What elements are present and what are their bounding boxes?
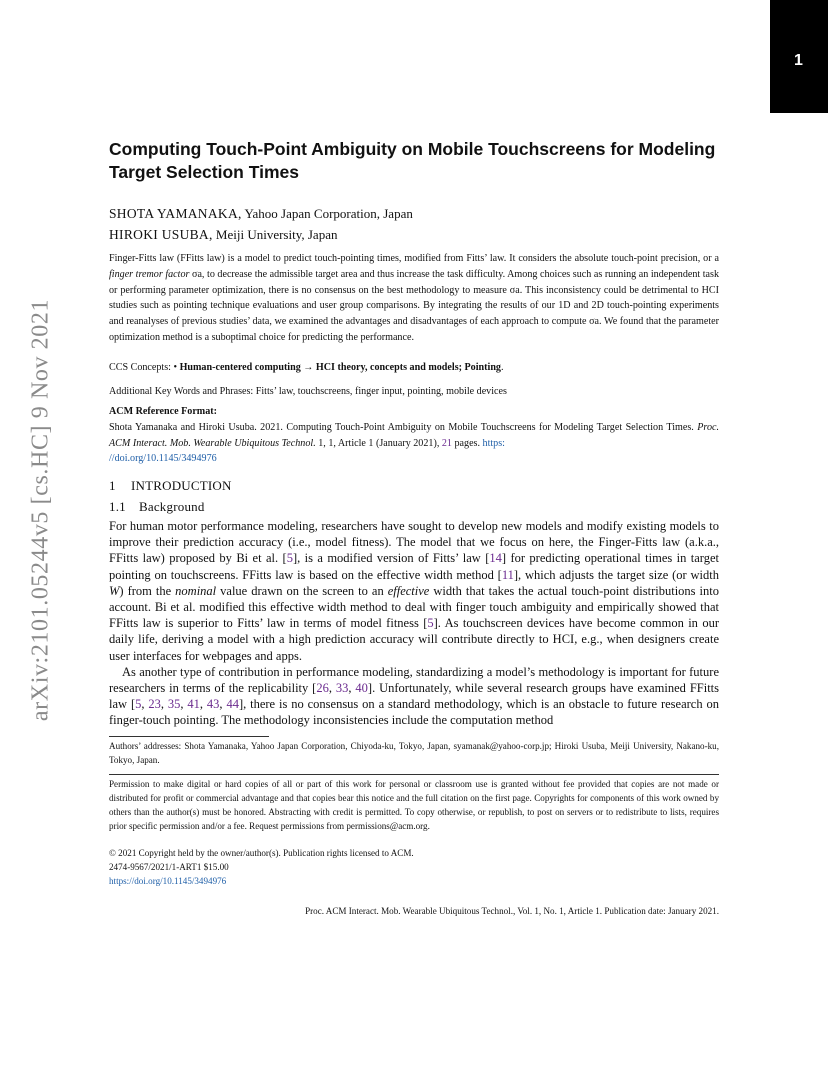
text-run: ,	[328, 681, 336, 696]
section-heading	[109, 478, 232, 494]
citation-link[interactable]: 11	[501, 567, 514, 582]
citation-link[interactable]: 5	[427, 616, 434, 631]
section-number: 1	[109, 478, 116, 493]
abstract-text: σa, to decrease the admissible target area and thus increase the task difficulty. Among choices such as running an independent task or performing parameter optimization, there is no consensus on the best methodology to measure σa. This inconsistency could be detrimental to HCI studies such as pointing technique evaluations and user group comparisons. By integrating the results of our 1D and 2D touch-pointing experiments and reanalyses of previous studies’ data, we examined the advantages and disadvantages of each approach to compute σa. We found that the parameter optimization method is a suboptimal choice for predicting the performance.	[109, 268, 720, 343]
text-run: ) from the	[119, 583, 176, 598]
permission-notice: Permission to make digital or hard copies of all or part of this work for personal or classroom use is granted without fee provided that copies are not made or distributed for profit or commercial advantage and that copies bear this notice and the full citation on the first page. Copyrights for components of this work owned by others than the author(s) must be honored. Abstracting with credit is permitted. To copy otherwise, or republish, to post on servers or to redistribute to lists, requires prior specific permission and/or a fee. Request permissions from permissions@acm.org.	[109, 779, 719, 831]
citation-link[interactable]: 23	[148, 697, 161, 712]
ccs-concepts	[109, 360, 719, 376]
doi-link[interactable]: https://doi.org/10.1145/3494976	[109, 876, 227, 886]
acm-reference-heading: ACM Reference Format:	[109, 406, 217, 417]
paper-title: Computing Touch-Point Ambiguity on Mobile Touchscreens for Modeling Target Selection Times	[109, 139, 716, 182]
copyright-line: © 2021 Copyright held by the owner/author(s). Publication rights licensed to ACM.	[109, 848, 414, 858]
ref-pages-link[interactable]: 21	[441, 437, 452, 449]
section-title: INTRODUCTION	[131, 478, 232, 493]
text-run: ,	[160, 697, 168, 712]
ccs-suffix: .	[500, 362, 504, 373]
ccs-prefix: CCS Concepts: •	[109, 362, 180, 373]
citation-link[interactable]: 35	[167, 697, 181, 712]
text-run: ,	[180, 697, 188, 712]
page-footer: Proc. ACM Interact. Mob. Wearable Ubiquitous Technol., Vol. 1, No. 1, Article 1. Publication date: January 2021.	[305, 906, 719, 916]
paragraph	[109, 664, 719, 729]
abstract-text: Finger-Fitts law (FFitts law) is a model to predict touch-pointing times, modified from Fitts’ law. It considers the absolute touch-point precision, or a	[109, 253, 719, 264]
emphasis: nominal	[175, 583, 217, 598]
emphasis: effective	[387, 583, 430, 598]
ref-journal: Proc. ACM Interact. Mob. Wearable Ubiquitous Technol.	[109, 421, 719, 449]
author-affiliation: Yahoo Japan Corporation, Japan	[241, 206, 413, 221]
citation-link[interactable]: 40	[355, 681, 368, 696]
author-affiliation: Meiji University, Japan	[212, 227, 338, 242]
ref-doi-link[interactable]: //doi.org/10.1145/3494976	[109, 453, 217, 465]
page-number: 1	[794, 52, 803, 69]
citation-link[interactable]: 41	[187, 697, 200, 712]
footnote-divider	[109, 736, 269, 737]
citation-link[interactable]: 5	[286, 551, 293, 566]
author-line	[109, 227, 337, 243]
text-run: ,	[219, 697, 227, 712]
subsection-number: 1.1	[109, 499, 126, 514]
abstract-emphasis: finger tremor factor	[109, 268, 190, 280]
citation-link[interactable]: 33	[335, 681, 349, 696]
page-number-tab	[770, 0, 828, 113]
body-text	[109, 518, 719, 729]
text-run: width that takes the actual touch-point distributions into account. Bi et al. modified this effective width method to deal with finger touch ambiguity and empirically showed that FFitts law is superior to Fitts’ law in terms of model fitness [	[109, 583, 719, 631]
citation-link[interactable]: 43	[206, 697, 220, 712]
text-run: ], which adjusts the target size (or width	[513, 567, 719, 582]
authors-address: Authors’ addresses: Shota Yamanaka, Yahoo Japan Corporation, Chiyoda-ku, Tokyo, Japan, syamanak@yahoo-corp.jp; Hiroki Usuba, Meiji University, Nakano-ku, Tokyo, Japan.	[109, 741, 719, 765]
ref-text: pages.	[451, 437, 483, 449]
ref-text: Shota Yamanaka and Hiroki Usuba. 2021. Computing Touch-Point Ambiguity on Mobile Touchscreens for Modeling Target Selection Times.	[109, 421, 698, 433]
paragraph	[109, 518, 719, 664]
citation-link[interactable]: 44	[226, 697, 239, 712]
author-name: SHOTA YAMANAKA,	[109, 206, 242, 221]
subsection-title: Background	[139, 499, 205, 514]
subsection-heading	[109, 499, 205, 515]
citation-link[interactable]: 14	[489, 551, 502, 566]
text-run: ]. As touchscreen devices have become common in our daily life, deriving a model with a high prediction accuracy will contribute directly to HCI, e.g., when designers create user interfaces for webpages and apps.	[109, 616, 719, 663]
text-run: For human motor performance modeling, researchers have sought to develop new models and modify existing models to improve their prediction accuracy (i.e., model fitness). The model that we focus on here, the Finger-Fitts law (a.k.a., FFitts law) proposed by Bi et al. [	[109, 519, 719, 566]
text-run: ,	[348, 681, 356, 696]
math-symbol: W	[109, 583, 120, 598]
acm-reference	[109, 404, 719, 467]
keywords: Additional Key Words and Phrases: Fitts’ law, touchscreens, finger input, pointing, mobile devices	[109, 386, 507, 397]
ccs-terms: Human-centered computing → HCI theory, concepts and models; Pointing	[179, 362, 501, 373]
abstract	[109, 251, 719, 346]
ref-text: 1, 1, Article 1 (January 2021),	[315, 437, 442, 449]
arxiv-stamp: arXiv:2101.05244v5 [cs.HC] 9 Nov 2021	[27, 298, 54, 722]
acm-reference-text	[109, 420, 719, 467]
text-run: ,	[199, 697, 207, 712]
text-run: ], there is no consensus on a standard methodology, which is an obstacle to future research on finger-touch pointing. The methodology inconsistencies include the computation method	[109, 697, 719, 728]
ref-doi-link[interactable]: https:	[482, 437, 505, 449]
text-run: ], is a modified version of Fitts’ law [	[292, 551, 490, 566]
citation-link[interactable]: 5	[135, 697, 142, 712]
text-run: As another type of contribution in performance modeling, standardizing a model’s methodology is important for future researchers in terms of the replicability [	[109, 664, 719, 696]
author-line	[109, 206, 413, 222]
text-run: ,	[141, 697, 149, 712]
text-run: ] for predicting operational times in target pointing on touchscreens. FFitts law is based on the effective width method [	[109, 551, 719, 582]
author-name: HIROKI USUBA,	[109, 227, 213, 242]
permission-divider	[109, 774, 719, 775]
citation-link[interactable]: 26	[316, 681, 329, 696]
text-run: ]. Unfortunately, while several research groups have examined FFitts law [	[109, 681, 720, 712]
text-run: value drawn on the screen to an	[216, 583, 388, 598]
issn-line: 2474-9567/2021/1-ART1 $15.00	[109, 862, 229, 872]
